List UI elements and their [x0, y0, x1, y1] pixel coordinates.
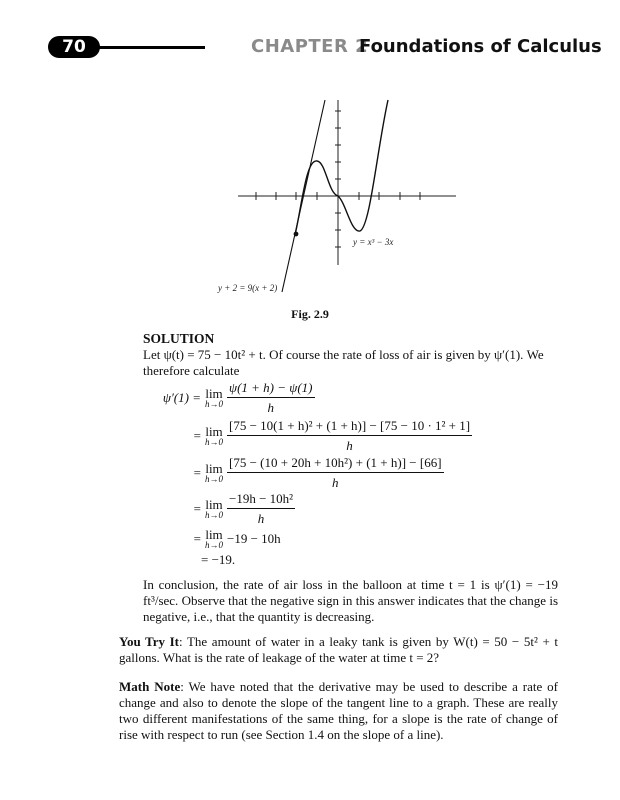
page-number: 70 — [48, 36, 100, 58]
derivation-row-5 — [143, 528, 281, 550]
numerator: [75 − 10(1 + h)² + (1 + h)] − [75 − 10 · 1² + 1] — [227, 418, 472, 436]
cubic-curve — [295, 100, 388, 235]
derivation-row-3 — [143, 455, 444, 491]
derivation-row-6 — [143, 552, 235, 568]
denominator: h — [257, 511, 265, 526]
math-note-label: Math Note — [119, 679, 181, 694]
denominator: h — [332, 475, 339, 490]
tangency-point — [294, 232, 299, 237]
fraction — [227, 491, 295, 527]
derivation-row-1 — [143, 380, 315, 416]
limit-operator: lim h→0 — [205, 461, 223, 484]
math-note-text: : We have noted that the derivative may be used to describe a rate of change and also to denote the slope of the tangent line to a graph. These are really two different manifestations of the same thing, for a slope is the rate of change of rise with respect to run (see Section 1.4 on the slope of a line). — [119, 679, 558, 742]
conclusion-paragraph: In conclusion, the rate of air loss in the balloon at time t = 1 is ψ′(1) = −19 ft³/sec. Observe that the negative sign in this answer indicates that the change is negative, i.e., that the quantity is decreasing. — [143, 577, 558, 624]
equals-sign: = — [193, 531, 201, 546]
derivation-row-2 — [143, 418, 472, 454]
equals-sign: = — [193, 501, 201, 516]
tangent-label: y + 2 = 9(x + 2) — [218, 283, 278, 293]
solution-heading: SOLUTION — [143, 331, 215, 346]
figure-caption: Fig. 2.9 — [291, 307, 329, 321]
derivation-row-4 — [143, 491, 295, 527]
math-note-paragraph — [119, 679, 558, 743]
chapter-title: Foundations of Calculus — [359, 36, 602, 57]
chapter-label: CHAPTER 2 — [251, 36, 369, 57]
figure-graph — [210, 95, 470, 305]
derivation-result: = −19. — [201, 552, 236, 567]
numerator: ψ(1 + h) − ψ(1) — [227, 380, 315, 398]
numerator: −19h − 10h² — [227, 491, 295, 509]
header-rule — [98, 46, 205, 49]
limit-operator: lim h→0 — [205, 386, 223, 409]
derivation-lhs: ψ′(1) = — [162, 390, 201, 405]
limit-operator: lim h→0 — [205, 527, 223, 550]
solution-intro: Let ψ(t) = 75 − 10t² + t. Of course the rate of loss of air is given by ψ′(1). We therefore calculate — [143, 347, 544, 378]
fraction — [227, 418, 472, 454]
denominator: h — [346, 438, 353, 453]
limit-operator: lim h→0 — [205, 497, 223, 520]
you-try-it-text: : The amount of water in a leaky tank is given by W(t) = 50 − 5t² + t gallons. What is the rate of leakage of the water at time t = 2? — [119, 634, 558, 665]
you-try-it-label: You Try It — [119, 634, 180, 649]
fraction — [227, 380, 315, 416]
you-try-it-paragraph — [119, 634, 558, 666]
limit-operator: lim h→0 — [205, 424, 223, 447]
fraction — [227, 455, 444, 491]
limit-expression: −19 − 10h — [227, 531, 281, 546]
numerator: [75 − (10 + 20h + 10h²) + (1 + h)] − [66] — [227, 455, 444, 473]
curve-label: y = x³ − 3x — [353, 237, 394, 247]
denominator: h — [267, 400, 274, 415]
equals-sign: = — [193, 428, 201, 443]
equals-sign: = — [193, 465, 201, 480]
